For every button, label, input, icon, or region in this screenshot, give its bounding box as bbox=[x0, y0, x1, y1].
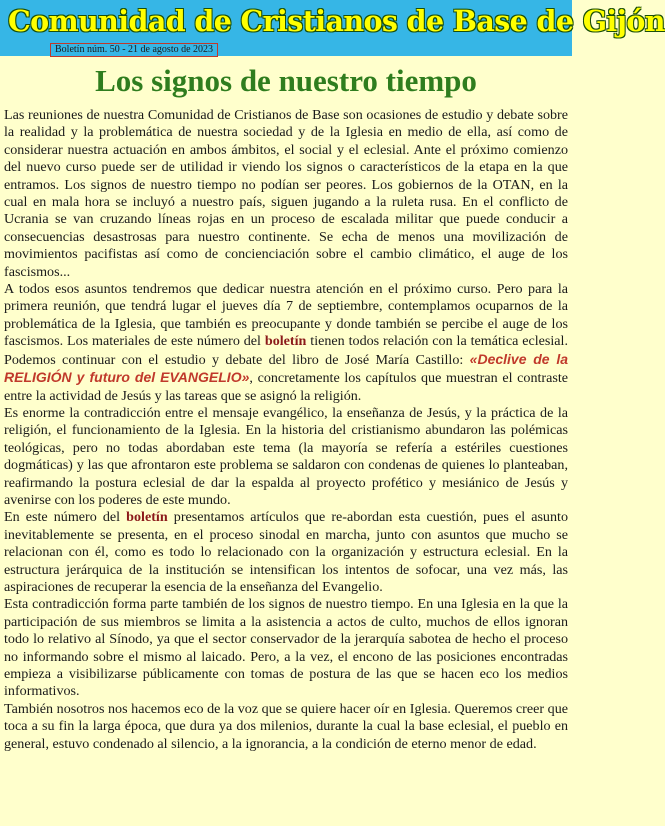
paragraph-2-text-c: , concretamente los capítulos que muestran el contraste entre la actividad de Jesús y las tareas que se asignó la religión. bbox=[4, 370, 569, 404]
issue-label: Boletín núm. 50 - 21 de agosto de 2023 bbox=[50, 43, 218, 57]
paragraph-3: Es enorme la contradicción entre el mensaje evangélico, la enseñanza de Jesús, y la práctica de la religión, el funcionamiento de la Iglesia. En la historia del cristianismo abundaron las polémicas teológicas, pero no todas abordaban este tema (la mayoría se refería a estériles cuestiones dogmáticas) y las que afrontaron este problema se saldaron con condenas de quienes lo planteaban, reafirmando la postura eclesial de dar la espalda al proyecto profético y mesiánico de Jesús y avenirse con los poderes de este mundo. bbox=[4, 404, 568, 508]
paragraph-2-text-b: tienen todos relación con la temática eclesial. Podemos continuar con el estudio y debate del libro de José María Castillo: bbox=[4, 333, 569, 368]
paragraph-2 bbox=[4, 281, 568, 405]
paragraph-4-text-b: presentamos artículos que re-abordan esta cuestión, pues el asunto inevitablemente se presenta, en el proceso sinodal en marcha, junto con asuntos que mucho se relacionan con él, como es todo lo relacionado con la organización y estructura eclesial. En la estructura jerárquica de la institución se intensifican los intentos de sofocar, una vez más, las aspiraciones de recuperar la esencia de la enseñanza del Evangelio. bbox=[4, 509, 568, 595]
article-headline: Los signos de nuestro tiempo bbox=[95, 63, 477, 98]
paragraph-5: Esta contradicción forma parte también de los signos de nuestro tiempo. En una Iglesia en la que la participación de sus miembros se limita a la asistencia a actos de culto, muchos de ellos ignoran todo lo relativo al Sínodo, ya que el sector conservador de la jerarquía sabotea de hecho el proceso no informando sobre el mismo al laicado. Pero, a la vez, el encono de las posiciones encontradas empieza a visibilizarse públicamente con tomas de postura de las que se hacen eco los medios informativos. bbox=[4, 596, 568, 700]
boletin-emphasis: boletín bbox=[264, 333, 307, 350]
boletin-emphasis: boletín bbox=[126, 509, 168, 526]
paragraph-1: Las reuniones de nuestra Comunidad de Cristianos de Base son ocasiones de estudio y debate sobre la realidad y la problemática de nuestra sociedad y de la Iglesia en medio de ella, así como de considerar nuestra actuación en ambos ámbitos, el social y el eclesial. Ante el próximo comienzo del nuevo curso puede ser de utilidad ir viendo los signos o característicos de la etapa en la que entramos. Los signos de nuestro tiempo no podían ser peores. Los gobiernos de la OTAN, en la cual en mala hora se incluyó a nuestro país, siguen jugando a la ruleta rusa. En el conflicto de Ucrania se van cruzando líneas rojas en un proceso de escalada militar que puede conducir a consecuencias desastrosas para nuestro continente. Se echa de menos una movilización de movimientos pacifistas así como de concienciación sobre el cambio climático, el auge de los fascismos... bbox=[4, 107, 568, 280]
book-title: «Declive de la RELIGIÓN y futuro del EVANGELIO» bbox=[4, 350, 568, 386]
paragraph-4-text-a: En este número del bbox=[4, 509, 127, 526]
paragraph-6: También nosotros nos hacemos eco de la voz que se quiere hacer oír en Iglesia. Queremos creer que toca a su fin la larga época, que dura ya dos milenios, durante la cual la base eclesial, el pueblo en general, estuvo condenado al silencio, a la ignorancia, a la condición de eterno menor de edad. bbox=[4, 700, 568, 752]
article-body bbox=[4, 107, 568, 753]
paragraph-4 bbox=[4, 509, 568, 596]
paragraph-2-text-a: A todos esos asuntos tendremos que dedicar nuestra atención en el próximo curso. Pero para la primera reunión, que tendrá lugar el jueves día 7 de septiembre, contemplamos ocuparnos de la problemática de la Iglesia, que también es preocupante y donde también se percibe el auge de los fascismos. Los materiales de este número del bbox=[4, 281, 568, 350]
masthead bbox=[0, 0, 665, 56]
masthead-title: Comunidad de Cristianos de Base de Gijón bbox=[8, 4, 665, 38]
